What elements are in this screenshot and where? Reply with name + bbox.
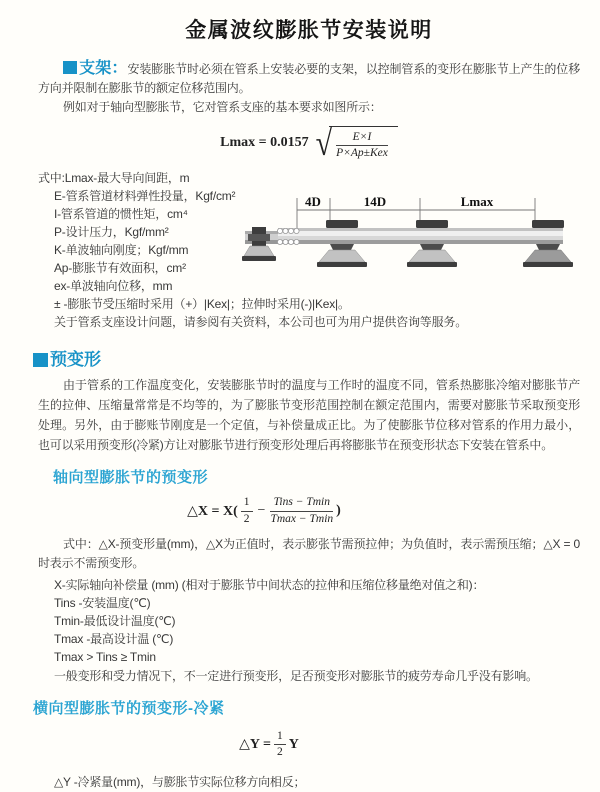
pipe xyxy=(278,228,563,244)
lateral-subheading: 横向型膨胀节的预变形-冷紧 xyxy=(33,699,225,717)
dim-label-4d: 4D xyxy=(305,194,321,209)
sqrt-content xyxy=(329,126,398,160)
formula-post: Y xyxy=(288,736,299,752)
axial-subheading: 轴向型膨胀节的预变形 xyxy=(53,469,209,487)
axial-note-line: 一般变形和受力情况下，不一定进行预变形，足否预变形对膨胀节的疲劳寿命几乎没有影响。 xyxy=(54,668,538,683)
formula-fraction xyxy=(336,131,388,160)
support-intro-paragraph xyxy=(38,59,580,98)
support-closing-line: 关于管系支座设计问题，请参阅有关资料，本公司也可为用户提供咨询等服务。 xyxy=(54,315,468,330)
definition-line: ex-单波轴向位移，mm xyxy=(54,279,173,294)
definition-line: Tmax -最高设计温 (℃) xyxy=(54,631,174,646)
definition-line: X-实际轴向补偿量 (mm) (相对于膨胀节中间状态的拉伸和压缩位移量绝对值之和)： xyxy=(54,577,485,592)
fraction-denominator: 2 xyxy=(243,512,250,525)
half-fraction xyxy=(241,496,253,525)
fraction-numerator: Tins − Tmin xyxy=(270,496,333,511)
definition-line: 式中:Lmax-最大导向间距，m xyxy=(38,171,190,186)
definition-line: K-单波轴向刚度；Kgf/mm xyxy=(54,243,189,258)
definition-line: P-设计压力，Kgf/mm² xyxy=(54,225,169,240)
temperature-fraction xyxy=(270,496,333,525)
minus-sign: − xyxy=(257,503,266,519)
fraction-denominator: Tmax − Tmin xyxy=(270,512,334,525)
axial-formula xyxy=(0,496,535,525)
page-title: 金属波纹膨胀节安装说明 xyxy=(185,19,433,42)
definition-line: E-管系管道材料弹性投量，Kgf/cm² xyxy=(54,189,236,204)
definition-line: Tins -安装温度(℃) xyxy=(54,595,151,610)
section-heading-support: 支架： xyxy=(79,60,128,77)
predeform-body-paragraph: 由于管系的工作温度变化，安装膨胀节时的温度与工作时的温度不同，管系热膨胀冷缩对膨胀节产生的拉伸、压缩量常常是不均等的，为了膨胀节变形范围控制在额定范围内，需要对膨胀节采取预变形处理。另外，由于膨账节刚度是一个定值，与补偿量成正比。为了使膨胀节位移对管系的作用力最小，也可以采用预变形(冷紧)方让对膨胀节进行预变形处理后再将膨胀节在预变形状态下安装在管系中。 xyxy=(38,378,580,453)
dim-label-lmax: Lmax xyxy=(460,194,494,209)
definition-line: Tmin-最低设计温度(℃) xyxy=(54,613,176,628)
lateral-formula xyxy=(0,730,540,759)
formula-pre: △Y = xyxy=(239,737,271,753)
formula-pre: △X = X( xyxy=(187,503,238,519)
dim-label-14d: 14D xyxy=(363,194,387,209)
definition-line: Tmax > Tins ≥ Tmin xyxy=(54,649,156,664)
fraction-numerator: 1 xyxy=(274,730,286,745)
axial-explain-paragraph: 式中：△X-预变形量(mm)，△X为正值时，表示膨张节需预拉伸；为负值时，表示需预压缩；△X = 0时表示不需预变形。 xyxy=(38,536,580,570)
fraction-denominator: P×Ap±Kex xyxy=(336,147,388,160)
definition-line: Ap-膨胀节有效面积，cm² xyxy=(54,261,186,276)
lmax-formula: Lmax = 0.0157 √ $\frac{E\times I}{\text{P×Ap±Kex}}$ xyxy=(38,126,580,160)
predeform-section-header xyxy=(33,345,580,370)
support-intro-text: 安装膨胀节时必须在管系上安装必要的支架，以控制管系的变形在膨胀节上产生的位移方向并限制在膨胀节的额定位移范围内。 xyxy=(38,62,580,95)
fraction-denominator: 2 xyxy=(276,746,283,759)
half-fraction xyxy=(274,730,286,759)
section-heading-predeform: 预变形 xyxy=(50,350,101,370)
support-example-line: 例如对于轴向型膨胀节，它对管系支座的基本要求如图所示： xyxy=(63,100,382,114)
blue-square-icon xyxy=(33,353,48,367)
formula-close: ) xyxy=(336,503,341,519)
definition-line: I-管系管道的惯性矩，cm⁴ xyxy=(54,207,188,222)
fraction-numerator: E×I xyxy=(336,131,388,146)
formula-lhs: Lmax = 0.0157 xyxy=(220,135,309,151)
blue-square-icon xyxy=(63,61,77,74)
fraction-numerator: 1 xyxy=(241,496,253,511)
lateral-definition-line: △Y -冷紧量(mm)，与膨胀节实际位移方向相反； xyxy=(54,775,306,790)
pipe-support-diagram xyxy=(242,190,578,290)
definition-line: ± -膨胀节受压缩时采用（+）|Kex|；拉伸时采用(-)|Kex|。 xyxy=(54,297,350,312)
axial-definition-list xyxy=(38,576,580,666)
